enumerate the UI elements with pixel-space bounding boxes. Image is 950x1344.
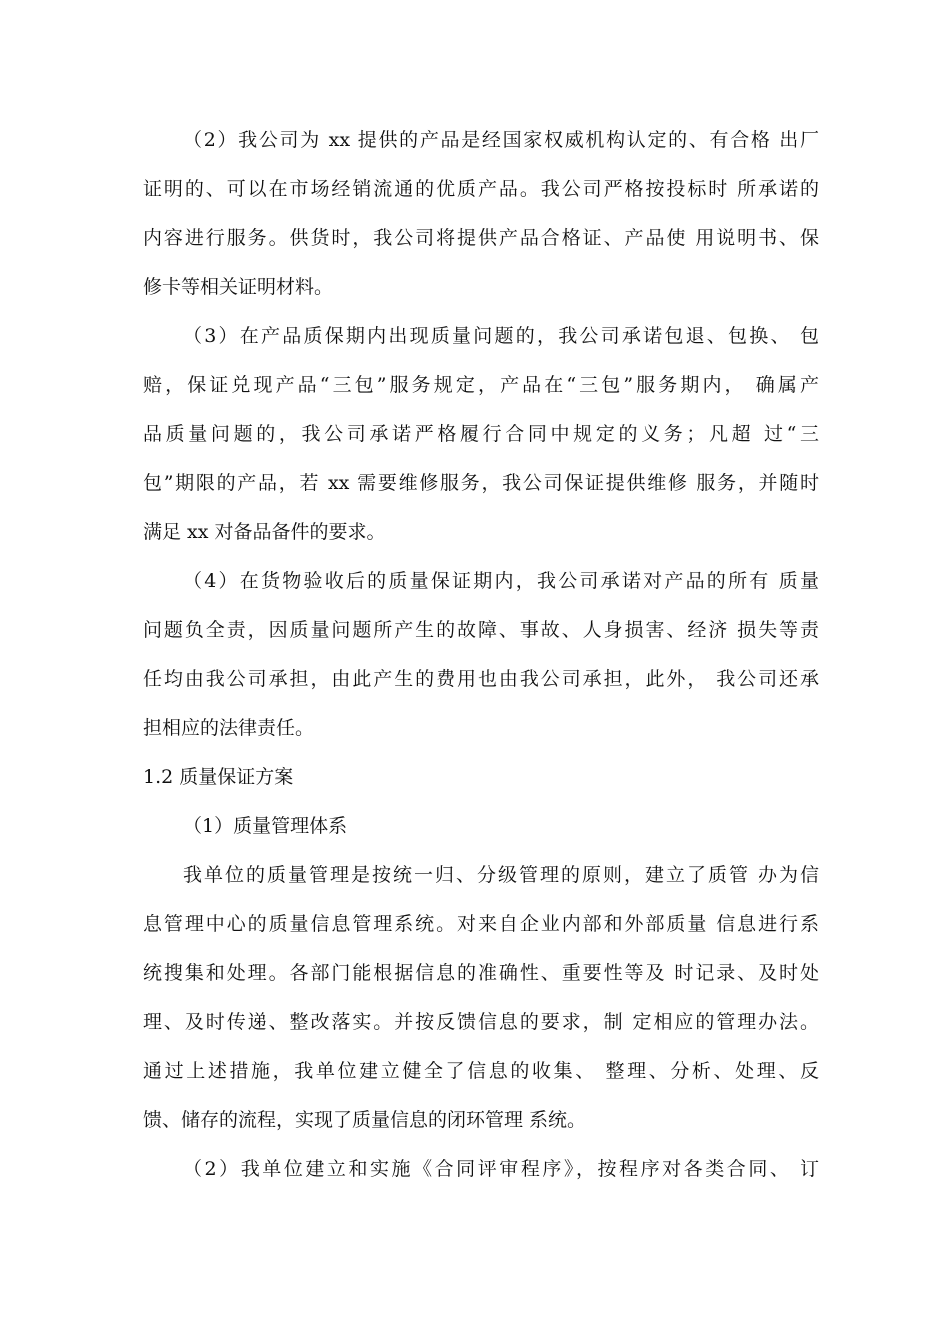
text-line: 统搜集和处理。各部门能根据信息的准确性、重要性等及 时记录、及时处: [143, 962, 819, 984]
text-line: 赔，保证兑现产品“三包”服务规定，产品在“三包”服务期内， 确属产: [143, 374, 819, 396]
text-line: 息管理中心的质量信息管理系统。对来自企业内部和外部质量 信息进行系: [143, 913, 819, 935]
text-line: 理、及时传递、整改落实。并按反馈信息的要求，制 定相应的管理办法。: [143, 1011, 819, 1033]
text-line: （4）在货物验收后的质量保证期内，我公司承诺对产品的所有 质量: [183, 570, 819, 592]
text-line: 证明的、可以在市场经销流通的优质产品。我公司严格按投标时 所承诺的: [143, 178, 819, 200]
paragraph-quality-management: [143, 851, 819, 1145]
section-heading: [143, 753, 819, 802]
paragraph-quality-responsibility: [143, 557, 819, 753]
text-line: 品质量问题的，我公司承诺严格履行合同中规定的义务；凡超 过“三: [143, 423, 819, 445]
text-line: （3）在产品质保期内出现质量问题的，我公司承诺包退、包换、 包: [183, 325, 819, 347]
text-line: （2）我公司为 xx 提供的产品是经国家权威机构认定的、有合格 出厂: [183, 129, 819, 151]
subsection-heading: [143, 802, 819, 851]
text-line: 我单位的质量管理是按统一归、分级管理的原则，建立了质管 办为信: [183, 864, 819, 886]
text-line: 馈、储存的流程，实现了质量信息的闭环管理 系统。: [143, 1109, 587, 1131]
text-line: 满足 xx 对备品备件的要求。: [143, 521, 386, 543]
subsection-heading-text: （1）质量管理体系: [183, 815, 348, 837]
text-line: 问题负全责，因质量问题所产生的故障、事故、人身损害、经济 损失等责: [143, 619, 819, 641]
text-line: 修卡等相关证明材料。: [143, 276, 334, 298]
paragraph-three-guarantees: [143, 312, 819, 557]
text-line: 包”期限的产品，若 xx 需要维修服务，我公司保证提供维修 服务，并随时: [143, 472, 819, 494]
paragraph-contract-review: [143, 1145, 819, 1194]
text-line: 任均由我公司承担，由此产生的费用也由我公司承担，此外， 我公司还承: [143, 668, 819, 690]
text-line: 通过上述措施，我单位建立健全了信息的收集、 整理、分析、处理、反: [143, 1060, 819, 1082]
document-body: [143, 116, 819, 1194]
text-line: 内容进行服务。供货时，我公司将提供产品合格证、产品使 用说明书、保: [143, 227, 819, 249]
section-heading-text: 1.2 质量保证方案: [143, 766, 294, 788]
text-line: 担相应的法律责任。: [143, 717, 315, 739]
text-line: （2）我单位建立和实施《合同评审程序》，按程序对各类合同、 订: [183, 1158, 819, 1180]
paragraph-warranty-products: [143, 116, 819, 312]
